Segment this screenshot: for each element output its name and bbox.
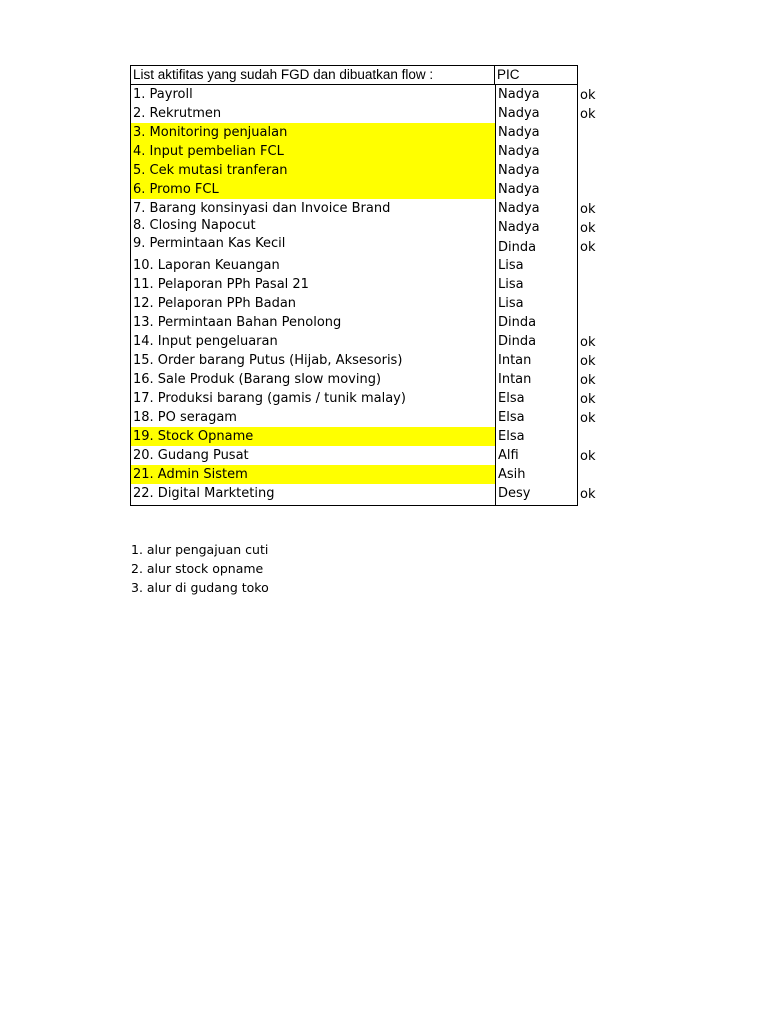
status-cell: ok	[580, 107, 596, 122]
status-cell: ok	[580, 411, 596, 426]
activity-cell: 9. Permintaan Kas Kecil	[133, 236, 286, 251]
table-row	[131, 123, 579, 142]
pic-cell: Elsa	[498, 410, 525, 425]
activity-cell: 14. Input pengeluaran	[133, 334, 278, 349]
activity-cell: 19. Stock Opname	[131, 427, 495, 446]
note-item: 2. alur stock opname	[131, 561, 264, 576]
activity-cell: 10. Laporan Keuangan	[133, 258, 280, 273]
table-row	[131, 256, 579, 275]
table-row	[131, 294, 579, 313]
pic-cell: Nadya	[498, 163, 540, 178]
activity-cell: 13. Permintaan Bahan Penolong	[133, 315, 342, 330]
pic-cell: Elsa	[498, 429, 525, 444]
pic-cell: Lisa	[498, 277, 524, 292]
status-cell	[579, 466, 620, 485]
table-row	[131, 408, 596, 427]
activity-cell: 4. Input pembelian FCL	[131, 142, 495, 161]
table-row	[131, 180, 579, 199]
table-row	[131, 484, 596, 503]
pic-cell: Nadya	[498, 220, 540, 235]
table-row	[131, 85, 596, 104]
table-row	[131, 389, 596, 408]
pic-cell: Nadya	[498, 144, 540, 159]
pic-cell: Dinda	[498, 334, 537, 349]
table-row	[131, 142, 579, 161]
pic-cell: Lisa	[498, 258, 524, 273]
activity-cell: 1. Payroll	[133, 87, 193, 102]
table-header	[130, 65, 578, 85]
status-cell: ok	[580, 221, 596, 236]
header-pic: PIC	[497, 67, 520, 82]
activity-cell: 17. Produksi barang (gamis / tunik malay)	[133, 391, 406, 406]
status-cell: ok	[580, 240, 596, 255]
pic-cell: Nadya	[498, 125, 540, 140]
table-row	[131, 161, 579, 180]
activity-cell: 20. Gudang Pusat	[133, 448, 249, 463]
activity-cell: 6. Promo FCL	[131, 180, 495, 199]
activity-cell: 5. Cek mutasi tranferan	[131, 161, 495, 180]
status-cell	[579, 162, 620, 181]
table-row	[131, 236, 596, 256]
table-row	[131, 332, 596, 351]
table-row	[131, 351, 596, 370]
table-row	[131, 313, 579, 332]
pic-cell: Dinda	[498, 240, 537, 255]
status-cell: ok	[580, 354, 596, 369]
activity-cell: 2. Rekrutmen	[133, 106, 222, 121]
activity-cell: 11. Pelaporan PPh Pasal 21	[133, 277, 309, 292]
pic-cell: Nadya	[498, 106, 540, 121]
table-row	[131, 446, 596, 465]
status-cell: ok	[580, 449, 596, 464]
status-cell	[579, 124, 620, 143]
pic-cell: Elsa	[498, 391, 525, 406]
pic-cell: Intan	[498, 372, 532, 387]
activity-cell: 16. Sale Produk (Barang slow moving)	[133, 372, 382, 387]
pic-cell: Nadya	[498, 87, 540, 102]
table-row	[131, 275, 579, 294]
pic-cell: Desy	[498, 486, 531, 501]
table-row	[131, 427, 579, 446]
pic-cell: Dinda	[498, 315, 537, 330]
status-cell	[579, 143, 620, 162]
activity-cell: 7. Barang konsinyasi dan Invoice Brand	[133, 201, 391, 216]
note-item: 1. alur pengajuan cuti	[131, 542, 269, 557]
status-cell	[579, 295, 620, 314]
pic-cell: Lisa	[498, 296, 524, 311]
pic-cell: Nadya	[498, 201, 540, 216]
table-row	[131, 104, 596, 123]
activity-cell: 12. Pelaporan PPh Badan	[133, 296, 297, 311]
table-row	[131, 370, 596, 389]
status-cell: ok	[580, 202, 596, 217]
activity-cell: 22. Digital Markteting	[133, 486, 275, 501]
activity-cell: 21. Admin Sistem	[131, 465, 495, 484]
status-cell	[579, 276, 620, 295]
status-cell: ok	[580, 373, 596, 388]
status-cell	[579, 181, 620, 200]
pic-cell: Alfi	[498, 448, 519, 463]
status-cell: ok	[580, 392, 596, 407]
pic-cell: Nadya	[498, 182, 540, 197]
status-cell	[579, 428, 620, 447]
activity-cell: 3. Monitoring penjualan	[131, 123, 495, 142]
table-body	[130, 85, 596, 506]
note-item: 3. alur di gudang toko	[131, 580, 269, 595]
header-activity: List aktifitas yang sudah FGD dan dibuatkan flow :	[131, 66, 495, 84]
notes-list	[131, 540, 269, 597]
status-cell: ok	[580, 335, 596, 350]
status-cell: ok	[580, 487, 596, 502]
activity-cell: 18. PO seragam	[133, 410, 237, 425]
pic-cell: Intan	[498, 353, 532, 368]
status-cell	[579, 314, 620, 333]
activity-cell: 15. Order barang Putus (Hijab, Aksesoris)	[133, 353, 403, 368]
status-cell: ok	[580, 88, 596, 103]
table-row	[131, 465, 579, 484]
status-cell	[579, 257, 620, 276]
pic-cell: Asih	[498, 467, 526, 482]
activity-cell: 8. Closing Napocut	[133, 218, 256, 233]
